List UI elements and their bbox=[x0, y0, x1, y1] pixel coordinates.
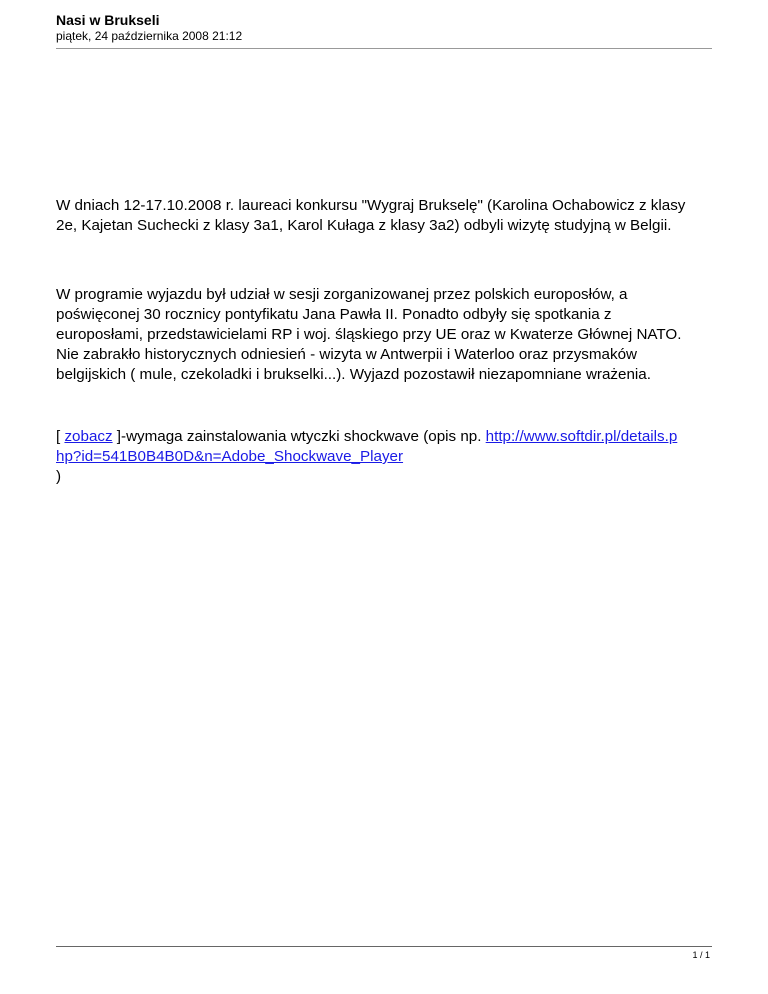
text-line: poświęconej 30 rocznicy pontyfikatu Jana Pawła II. Ponadto odbyły się spotkania z bbox=[56, 306, 612, 323]
text-line: W programie wyjazdu był udział w sesji zorganizowanej przez polskich europosłów, a bbox=[56, 286, 628, 303]
url-line: http://www.softdir.pl/details.p bbox=[485, 428, 678, 445]
paragraph-links bbox=[56, 427, 716, 487]
publish-date: piątek, 24 października 2008 21:12 bbox=[56, 29, 243, 43]
paragraph-intro bbox=[56, 196, 716, 236]
bracket-close: ) bbox=[56, 468, 62, 485]
bracket-open: [ bbox=[56, 428, 65, 445]
shockwave-note: ]-wymaga zainstalowania wtyczki shockwave (opis np. bbox=[112, 428, 486, 445]
document-header bbox=[56, 12, 242, 44]
url-line: hp?id=541B0B4B0D&n=Adobe_Shockwave_Player bbox=[56, 448, 404, 465]
page-title: Nasi w Brukseli bbox=[56, 12, 160, 28]
paragraph-program bbox=[56, 285, 716, 385]
page-number: 1 / 1 bbox=[692, 950, 710, 960]
text-line: Nie zabrakło historycznych odniesień - wizyta w Antwerpii i Waterloo oraz przysmaków bbox=[56, 346, 637, 363]
text-line: belgijskich ( mule, czekoladki i brukselki...). Wyjazd pozostawił niezapomniane wrażenia. bbox=[56, 366, 651, 383]
text-line: W dniach 12-17.10.2008 r. laureaci konkursu "Wygraj Brukselę" (Karolina Ochabowicz z klasy bbox=[56, 197, 686, 214]
header-divider bbox=[56, 48, 712, 49]
zobacz-link[interactable]: zobacz bbox=[64, 428, 113, 445]
text-line: 2e, Kajetan Suchecki z klasy 3a1, Karol Kułaga z klasy 3a2) odbyli wizytę studyjną w Belgii. bbox=[56, 217, 672, 234]
footer-divider bbox=[56, 946, 712, 947]
text-line: europosłami, przedstawicielami RP i woj. śląskiego przy UE oraz w Kwaterze Głównej NATO. bbox=[56, 326, 682, 343]
